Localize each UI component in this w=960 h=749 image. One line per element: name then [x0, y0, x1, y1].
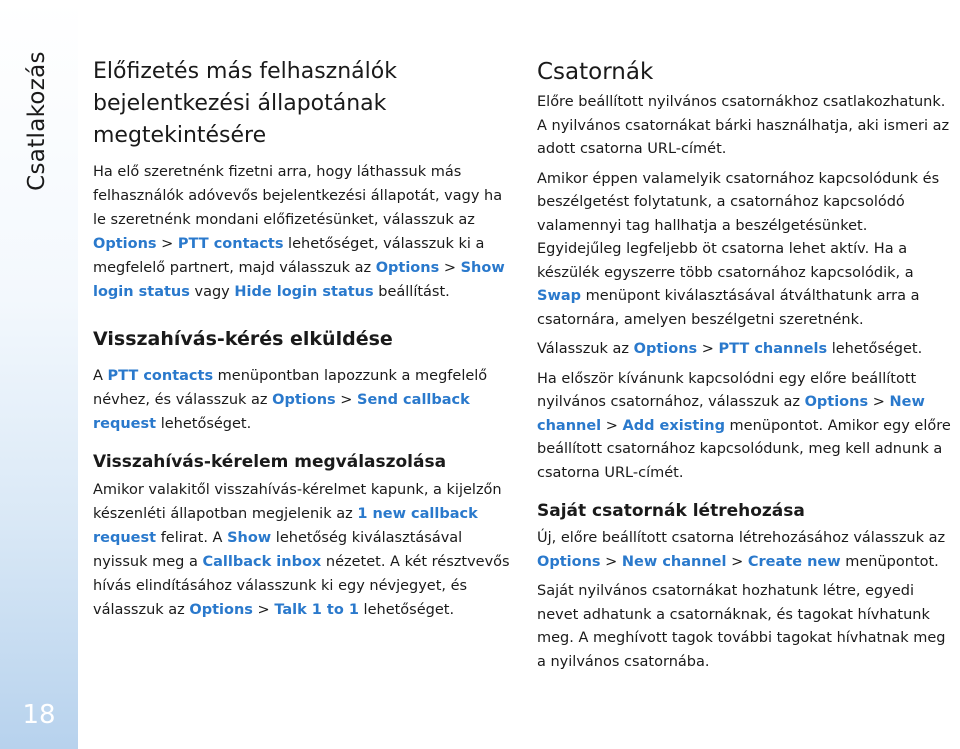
text: > — [156, 236, 178, 252]
chapter-title-container — [22, 36, 52, 206]
text: Válasszuk az — [537, 341, 634, 357]
keyword: PTT channels — [718, 341, 828, 357]
keyword: PTT contacts — [107, 368, 214, 384]
keyword: Talk 1 to 1 — [274, 602, 359, 618]
keyword: Options — [804, 394, 869, 410]
text: > — [439, 260, 461, 276]
paragraph-own-channels: Saját nyilvános csatornákat hozhatunk létre, egyedi nevet adhatunk a csatornáknak, és tagokat hívhatunk meg. A meghívott tagok további tagokat hívhatnak meg a nyilvános csatornába. — [537, 583, 946, 670]
section-heading-subscription — [93, 56, 518, 152]
keyword: Callback inbox — [202, 554, 322, 570]
text: felirat. A — [156, 530, 228, 546]
text: menüpont kiválasztásával átválthatunk arra a csatornára, amelyen beszélgetni szeretnénk. — [537, 288, 920, 328]
text: lehetőséget. — [358, 602, 455, 618]
text: lehetőséget. — [827, 341, 923, 357]
keyword: Options — [537, 553, 601, 570]
keyword: Options — [375, 260, 440, 276]
text: > — [601, 417, 623, 434]
text: lehetőséget. — [156, 416, 252, 432]
section-heading-channels: Csatornák — [537, 59, 654, 85]
keyword: Show login status — [93, 260, 505, 300]
text: Új, előre beállított csatorna létrehozásához válasszuk az — [537, 530, 946, 546]
text: A — [93, 368, 108, 384]
section-heading-reply-callback: Visszahívás-kérelem megválaszolása — [93, 452, 447, 472]
paragraph-add-existing — [537, 368, 955, 486]
paragraph-channels-intro: Előre beállított nyilvános csatornákhoz csatlakozhatunk. A nyilvános csatornákat bárki használhatja, aki ismeri az adott csatorna URL-címét. — [537, 94, 950, 157]
section-heading-send-callback: Visszahívás-kérés elküldése — [93, 328, 393, 350]
text: lehetőség kiválasztásával nyissuk meg a — [93, 530, 463, 570]
text: menüpontot. — [840, 553, 939, 570]
text: beállítást. — [373, 284, 450, 300]
paragraph-ptt-channels — [537, 338, 955, 362]
section-heading-own-channels: Saját csatornák létrehozása — [537, 501, 805, 521]
keyword: Options — [272, 392, 336, 408]
text: Ha először kívánunk kapcsolódni egy előre beállított nyilvános csatornához, válasszuk az — [537, 370, 917, 410]
keyword: Add existing — [622, 417, 725, 434]
paragraph-reply-callback — [93, 478, 518, 622]
text: > — [600, 553, 622, 570]
page-number: 18 — [22, 700, 56, 730]
keyword: New channel — [621, 553, 727, 570]
keyword: Swap — [537, 288, 582, 304]
paragraph-channels-active — [537, 168, 955, 333]
heading-line: Előfizetés más felhasználók — [93, 59, 397, 84]
heading-line: megtekintésére — [93, 123, 267, 148]
text: > — [868, 394, 890, 410]
text: menüpontot. Amikor egy előre beállított csatornához kapcsolódunk, meg kell adnunk a csatorna URL-címét. — [537, 417, 951, 481]
text: nézetet. A két résztvevős hívás elindításához válasszunk ki egy névjegyet, és válasszuk az — [93, 554, 510, 618]
keyword: Send callback request — [93, 392, 470, 432]
text: Amikor éppen valamelyik csatornához kapcsolódunk és beszélgetést folytatunk, a csatornához kapcsolódó valamennyi tag hallhatja a beszélgetésünket. Egyidejűleg legfeljebb öt csatorna lehet aktív. Ha a készülék egyszerre több csatornához kapcsolódik, a — [537, 170, 940, 281]
text: > — [697, 341, 719, 357]
keyword: Options — [633, 341, 698, 357]
paragraph-subscription — [93, 160, 518, 304]
sidebar — [0, 0, 78, 749]
keyword: Show — [227, 530, 272, 546]
chapter-title: Csatlakozás — [24, 51, 50, 191]
keyword: Options — [189, 602, 253, 618]
heading-line: bejelentkezési állapotának — [93, 91, 387, 116]
keyword: PTT contacts — [177, 236, 284, 252]
text: > — [252, 602, 275, 618]
text: Ha elő szeretnénk fizetni arra, hogy láthassuk más felhasználók adóvevős bejelentkezési állapotát, vagy ha le szeretnénk mondani előfizetésünket, válasszuk az — [93, 164, 503, 228]
text: > — [726, 553, 748, 570]
keyword: 1 new callback request — [93, 506, 478, 546]
keyword: Hide login status — [234, 284, 374, 300]
text: > — [335, 392, 358, 408]
left-column — [93, 56, 518, 628]
right-column — [537, 56, 955, 680]
keyword: New channel — [537, 394, 925, 434]
text: Amikor valakitől visszahívás-kérelmet kapunk, a kijelzőn készenléti állapotban megjelenik az — [93, 482, 502, 522]
paragraph-send-callback — [93, 364, 518, 436]
keyword: Create new — [747, 553, 841, 570]
text: lehetőséget, válasszuk ki a megfelelő partnert, majd válasszuk az — [93, 236, 485, 276]
keyword: Options — [93, 236, 157, 252]
text: vagy — [189, 284, 235, 300]
text: menüpontban lapozzunk a megfelelő névhez, és válasszuk az — [93, 368, 488, 408]
paragraph-create-new — [537, 527, 955, 574]
